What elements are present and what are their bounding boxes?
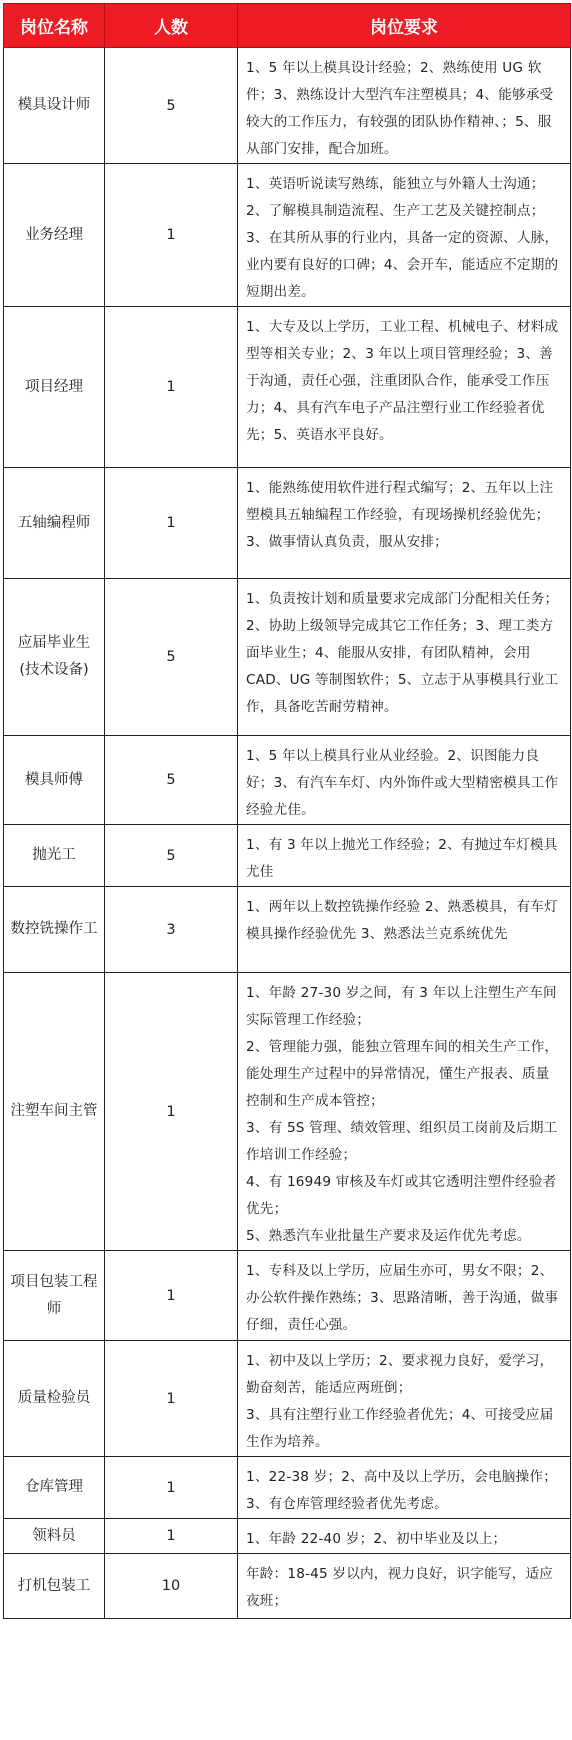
headcount-cell: 10 (105, 1554, 238, 1619)
requirement-text: 2、管理能力强，能独立管理车间的相关生产工作，能处理生产过程中的异常情况，懂生产报表、质量控制和生产成本管控； (246, 1039, 559, 1109)
requirement-text: 1、5 年以上模具设计经验；2、熟练使用 UG 软件；3、熟练设计大型汽车注塑模具；4、能够承受较大的工作压力，有较强的团队协作精神、；5、服从部门安排，配合加班。 (246, 60, 554, 157)
requirements-cell (238, 164, 571, 307)
headcount-cell: 1 (105, 1519, 238, 1554)
requirement-text: 1、年龄 27-30 岁之间，有 3 年以上注塑生产车间实际管理工作经验； (246, 985, 557, 1028)
table-row (4, 1457, 571, 1519)
requirement-text: 1、负责按计划和质量要求完成部门分配相关任务；2、协助上级领导完成其它工作任务；3、理工类方面毕业生；4、能服从安排，有团队精神，会用 CAD、UG 等制图软件；5、立志于从事模具行业工作，具备吃苦耐劳精神。 (246, 591, 559, 715)
requirements-cell (238, 736, 571, 825)
table-header-row (4, 4, 571, 48)
requirement-text: 1、能熟练使用软件进行程式编写；2、五年以上注塑模具五轴编程工作经验，有现场操机经验优先；3、做事情认真负责，服从安排； (246, 480, 554, 550)
job-table (3, 3, 571, 1619)
position-name-cell: 应届毕业生(技术设备) (4, 579, 105, 736)
requirement-text: 1、英语听说读写熟练，能独立与外籍人士沟通；2、了解模具制造流程、生产工艺及关键控制点；3、在其所从事的行业内，具备一定的资源、人脉，业内要有良好的口碑；4、会开车，能适应不定期的短期出差。 (246, 176, 559, 300)
position-name-cell: 仓库管理 (4, 1457, 105, 1519)
requirements-cell (238, 1554, 571, 1619)
requirements-cell (238, 887, 571, 973)
table-row (4, 468, 571, 579)
requirement-text: 3、有 5S 管理、绩效管理、组织员工岗前及后期工作培训工作经验； (246, 1120, 558, 1163)
requirement-text: 年龄：18-45 岁以内，视力良好，识字能写，适应夜班； (246, 1566, 554, 1609)
position-name-cell: 模具设计师 (4, 48, 105, 164)
table-row (4, 48, 571, 164)
requirement-text: 1、年龄 22-40 岁；2、初中毕业及以上； (246, 1531, 507, 1547)
headcount-cell: 1 (105, 973, 238, 1251)
requirement-text: 4、有 16949 审核及车灯或其它透明注塑件经验者优先； (246, 1174, 557, 1217)
headcount-cell: 5 (105, 825, 238, 887)
headcount-cell: 1 (105, 468, 238, 579)
table-row (4, 164, 571, 307)
requirement-text: 1、大专及以上学历，工业工程、机械电子、材料成型等相关专业；2、3 年以上项目管理经验；3、善于沟通，责任心强，注重团队合作，能承受工作压力；4、具有汽车电子产品注塑行业工作经验者优先；5、英语水平良好。 (246, 319, 559, 443)
requirements-cell (238, 1457, 571, 1519)
position-name-cell: 抛光工 (4, 825, 105, 887)
requirements-cell (238, 1251, 571, 1341)
requirements-cell (238, 825, 571, 887)
table-row (4, 579, 571, 736)
table-row (4, 887, 571, 973)
headcount-cell: 5 (105, 736, 238, 825)
requirement-text: 1、有 3 年以上抛光工作经验；2、有抛过车灯模具尤佳 (246, 837, 558, 880)
position-name-cell: 数控铣操作工 (4, 887, 105, 973)
table-row (4, 1519, 571, 1554)
table-row (4, 973, 571, 1251)
headcount-cell: 1 (105, 1341, 238, 1457)
requirement-text: 1、5 年以上模具行业从业经验。2、识图能力良好；3、有汽车车灯、内外饰件或大型精密模具工作经验尤佳。 (246, 748, 559, 818)
requirements-cell (238, 1519, 571, 1554)
headcount-cell: 5 (105, 579, 238, 736)
headcount-cell: 3 (105, 887, 238, 973)
headcount-cell: 1 (105, 307, 238, 468)
headcount-cell: 1 (105, 1457, 238, 1519)
table-row (4, 736, 571, 825)
requirements-cell (238, 468, 571, 579)
table-row (4, 1341, 571, 1457)
position-name-cell: 业务经理 (4, 164, 105, 307)
header-headcount: 人数 (105, 4, 238, 48)
requirements-cell (238, 973, 571, 1251)
table-row (4, 1251, 571, 1341)
requirement-text: 1、初中及以上学历；2、要求视力良好，爱学习，勤奋刻苦，能适应两班倒； (246, 1353, 554, 1396)
requirement-text: 1、两年以上数控铣操作经验 2、熟悉模具，有车灯模具操作经验优先 3、熟悉法兰克系统优先 (246, 899, 558, 942)
requirement-text: 1、22-38 岁；2、高中及以上学历，会电脑操作；3、有仓库管理经验者优先考虑。 (246, 1469, 558, 1512)
headcount-cell: 1 (105, 164, 238, 307)
header-requirements: 岗位要求 (238, 4, 571, 48)
requirements-cell (238, 1341, 571, 1457)
requirement-text: 3、具有注塑行业工作经验者优先；4、可接受应届生作为培养。 (246, 1407, 554, 1450)
requirements-cell (238, 579, 571, 736)
headcount-cell: 5 (105, 48, 238, 164)
position-name-cell: 项目包装工程师 (4, 1251, 105, 1341)
requirement-text: 5、熟悉汽车业批量生产要求及运作优先考虑。 (246, 1228, 531, 1244)
job-table-container (3, 3, 570, 1619)
headcount-cell: 1 (105, 1251, 238, 1341)
position-name-cell: 项目经理 (4, 307, 105, 468)
table-row (4, 825, 571, 887)
table-row (4, 1554, 571, 1619)
position-name-cell: 模具师傅 (4, 736, 105, 825)
table-row (4, 307, 571, 468)
header-position-name: 岗位名称 (4, 4, 105, 48)
position-name-cell: 注塑车间主管 (4, 973, 105, 1251)
requirements-cell (238, 48, 571, 164)
position-name-cell: 打机包装工 (4, 1554, 105, 1619)
position-name-cell: 领料员 (4, 1519, 105, 1554)
requirement-text: 1、专科及以上学历，应届生亦可，男女不限；2、办公软件操作熟练；3、思路清晰，善于沟通，做事仔细，责任心强。 (246, 1263, 559, 1333)
requirements-cell (238, 307, 571, 468)
position-name-cell: 质量检验员 (4, 1341, 105, 1457)
position-name-cell: 五轴编程师 (4, 468, 105, 579)
